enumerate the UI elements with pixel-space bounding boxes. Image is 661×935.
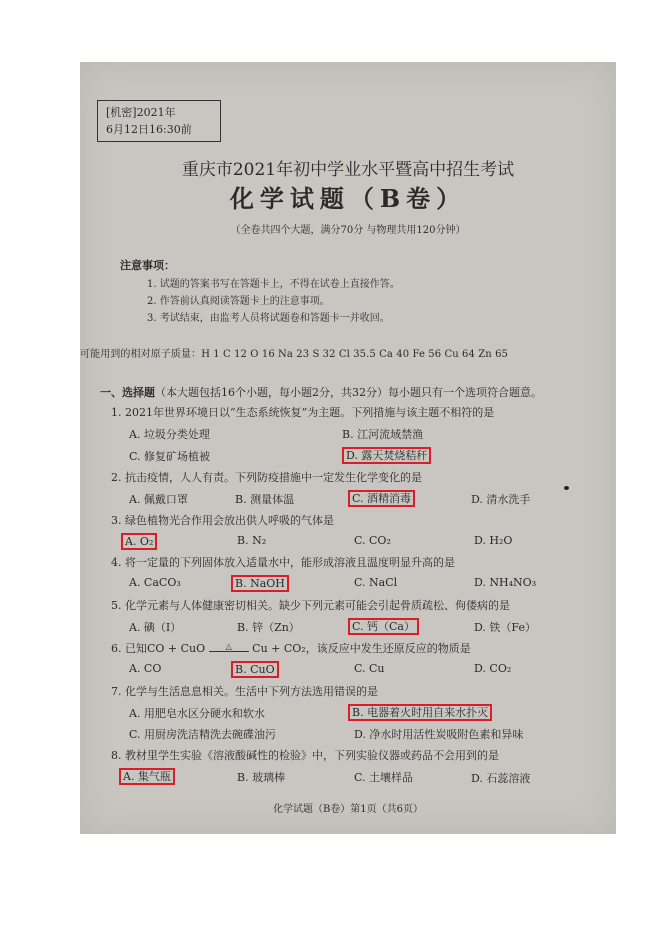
question-stem: 5. 化学元素与人体健康密切相关。缺少下列元素可能会引起骨质疏松、佝偻病的是 xyxy=(111,599,510,612)
question-stem: 4. 将一定量的下列固体放入适量水中，能形成溶液且温度明显升高的是 xyxy=(111,556,455,569)
option: B. 玻璃棒 xyxy=(237,771,286,784)
note-item: 3. 考试结束，由监考人员将试题卷和答题卡一并收回。 xyxy=(147,313,390,324)
option: C. 用厨房洗洁精洗去碗碟油污 xyxy=(129,728,277,741)
option: D. CO₂ xyxy=(474,662,512,675)
marked-option: B. NaOH xyxy=(231,575,289,592)
section-title: 一、选择题 xyxy=(100,386,155,399)
question-stem: 7. 化学与生活息息相关。生活中下列方法选用错误的是 xyxy=(111,685,378,698)
marked-option: C. 酒精消毒 xyxy=(348,490,415,507)
option: A. 佩戴口罩 xyxy=(129,493,188,506)
marked-option: D. 露天焚烧秸秆 xyxy=(342,447,431,464)
option: B. N₂ xyxy=(237,534,267,547)
notes-title: 注意事项： xyxy=(120,259,175,272)
note-item: 2. 作答前认真阅读答题卡上的注意事项。 xyxy=(147,296,330,307)
marked-option: C. 钙（Ca） xyxy=(348,618,419,635)
question-stem: 2. 抗击疫情，人人有责。下列防疫措施中一定发生化学变化的是 xyxy=(111,471,422,484)
option: B. 锌（Zn） xyxy=(237,621,300,634)
marked-option: B. CuO xyxy=(231,661,279,678)
marked-option: B. 电器着火时用自来水扑灭 xyxy=(348,704,492,721)
option: A. 垃圾分类处理 xyxy=(129,428,210,441)
question-stem xyxy=(111,640,471,656)
question-stem-prefix: 6. 已知CO + CuO xyxy=(111,642,206,655)
question-stem: 3. 绿色植物光合作用会放出供人呼吸的气体是 xyxy=(111,514,334,527)
option: A. 用肥皂水区分硬水和软水 xyxy=(129,707,265,720)
exam-title: 重庆市2021年初中学业水平暨高中招生考试 xyxy=(181,160,515,180)
page-footer: 化学试题（B卷）第1页（共6页） xyxy=(272,804,424,815)
option: D. 铁（Fe） xyxy=(474,621,536,634)
ink-spot xyxy=(564,486,569,490)
question-stem: 1. 2021年世界环境日以“生态系统恢复”为主题。下列措施与该主题不相符的是 xyxy=(111,406,495,419)
confidential-line-1: [机密]2021年 xyxy=(106,106,176,119)
marked-option: A. 集气瓶 xyxy=(119,768,175,785)
subject-title: 化学试题（B卷） xyxy=(229,184,467,213)
option: C. CO₂ xyxy=(354,534,391,547)
option: D. 清水洗手 xyxy=(471,493,531,506)
option: C. 土壤样品 xyxy=(354,771,414,784)
option: A. CO xyxy=(129,662,162,675)
option: C. Cu xyxy=(354,662,385,675)
option: D. H₂O xyxy=(474,534,513,547)
section-heading xyxy=(100,384,542,400)
option: C. NaCl xyxy=(354,576,398,589)
option: D. 净水时用活性炭吸附色素和异味 xyxy=(354,728,524,741)
question-stem-suffix: Cu + CO₂，该反应中发生还原反应的物质是 xyxy=(252,642,471,655)
heat-condition: △ xyxy=(209,643,249,652)
option: B. 江河流域禁渔 xyxy=(342,428,424,441)
option: D. 石蕊溶液 xyxy=(471,772,531,785)
option: B. 测量体温 xyxy=(235,493,295,506)
exam-paper xyxy=(80,62,616,834)
confidential-line-2: 6月12日16:30前 xyxy=(106,123,192,136)
option: A. CaCO₃ xyxy=(129,576,181,589)
exam-subtitle: （全卷共四个大题，满分70分 与物理共用120分钟） xyxy=(230,225,466,236)
note-item: 1. 试题的答案书写在答题卡上，不得在试卷上直接作答。 xyxy=(147,279,400,290)
marked-option: A. O₂ xyxy=(121,533,157,550)
option: A. 碘（I） xyxy=(129,621,182,634)
atomic-masses: 可能用到的相对原子质量：H 1 C 12 O 16 Na 23 S 32 Cl 35.5 Ca 40 Fe 56 Cu 64 Zn 65 xyxy=(80,349,509,360)
confidential-box xyxy=(97,100,221,142)
section-description: （本大题包括16个小题，每小题2分，共32分）每小题只有一个选项符合题意。 xyxy=(155,386,542,399)
option: C. 修复矿场植被 xyxy=(129,450,211,463)
question-stem: 8. 教材里学生实验《溶液酸碱性的检验》中，下列实验仪器或药品不会用到的是 xyxy=(111,749,499,762)
option: D. NH₄NO₃ xyxy=(474,576,537,589)
